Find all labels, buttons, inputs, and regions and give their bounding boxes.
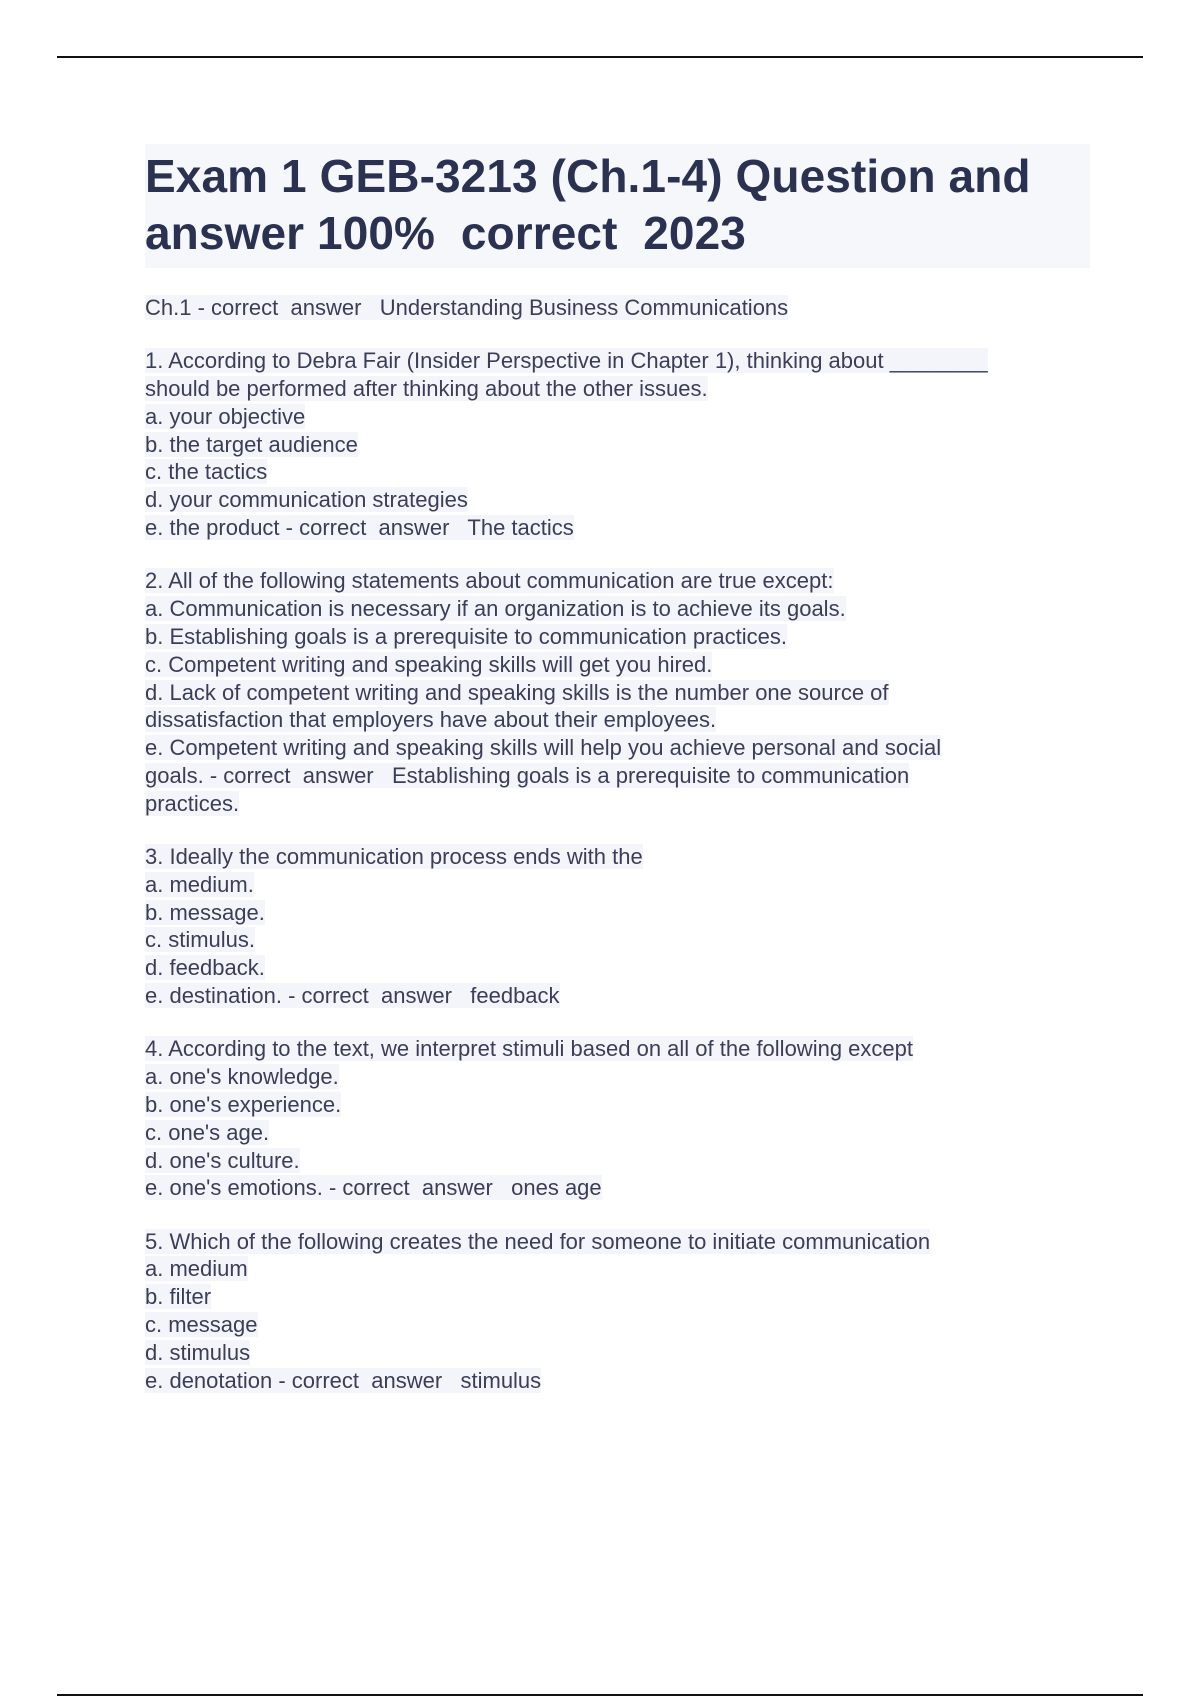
title-line: answer 100% correct 2023 <box>145 207 746 259</box>
question-line: e. destination. - correct answer feedback <box>145 983 560 1009</box>
question-line: a. Communication is necessary if an organization is to achieve its goals. <box>145 596 846 622</box>
document-body <box>145 144 1090 1394</box>
question-line: d. Lack of competent writing and speaking skills is the number one source of <box>145 679 889 705</box>
question-line: b. Establishing goals is a prerequisite to communication practices. <box>145 623 787 649</box>
question-text: 1. According to Debra Fair (Insider Perspective in Chapter 1), thinking about ________ <box>145 348 988 374</box>
question-block <box>145 567 1090 817</box>
bottom-rule <box>57 1694 1143 1696</box>
page-title <box>145 144 1090 268</box>
question-line: b. the target audience <box>145 431 358 457</box>
question-line: a. your objective <box>145 403 306 429</box>
question-line: e. one's emotions. - correct answer ones age <box>145 1175 602 1201</box>
question-line: b. message. <box>145 899 265 925</box>
question-block <box>145 1035 1090 1202</box>
question-line: practices. <box>145 790 240 816</box>
question-line: c. Competent writing and speaking skills will get you hired. <box>145 651 713 677</box>
question-list <box>145 347 1090 1394</box>
title-line: Exam 1 GEB-3213 (Ch.1-4) Question and <box>145 150 1031 202</box>
question-line: c. message <box>145 1312 258 1337</box>
question-line: e. denotation - correct answer stimulus <box>145 1367 542 1393</box>
question-line: a. medium <box>145 1256 248 1282</box>
question-line: d. feedback. <box>145 955 265 981</box>
question-block <box>145 843 1090 1010</box>
question-text: 5. Which of the following creates the need for someone to initiate communication <box>145 1228 931 1254</box>
question-block <box>145 1228 1090 1395</box>
question-line: should be performed after thinking about the other issues. <box>145 376 708 402</box>
question-block <box>145 347 1090 542</box>
question-line: d. stimulus <box>145 1339 251 1365</box>
chapter-heading: Ch.1 - correct answer Understanding Business Communications <box>145 295 789 320</box>
question-text: 2. All of the following statements about communication are true except: <box>145 568 834 594</box>
question-line: d. one's culture. <box>145 1147 300 1173</box>
question-line: d. your communication strategies <box>145 487 468 513</box>
question-line: b. one's experience. <box>145 1091 342 1117</box>
question-line: c. stimulus. <box>145 927 256 953</box>
question-line: goals. - correct answer Establishing goals is a prerequisite to communication <box>145 762 910 788</box>
question-line: e. the product - correct answer The tactics <box>145 515 574 541</box>
question-text: 4. According to the text, we interpret stimuli based on all of the following except <box>145 1036 913 1062</box>
question-line: dissatisfaction that employers have about their employees. <box>145 707 717 733</box>
question-line: b. filter <box>145 1284 212 1310</box>
question-line: c. the tactics <box>145 459 268 485</box>
question-line: c. one's age. <box>145 1119 270 1145</box>
top-rule <box>57 56 1143 58</box>
question-line: a. one's knowledge. <box>145 1064 339 1090</box>
question-text: 3. Ideally the communication process ends with the <box>145 844 643 870</box>
question-line: a. medium. <box>145 871 254 897</box>
question-line: e. Competent writing and speaking skills will help you achieve personal and social <box>145 735 942 761</box>
